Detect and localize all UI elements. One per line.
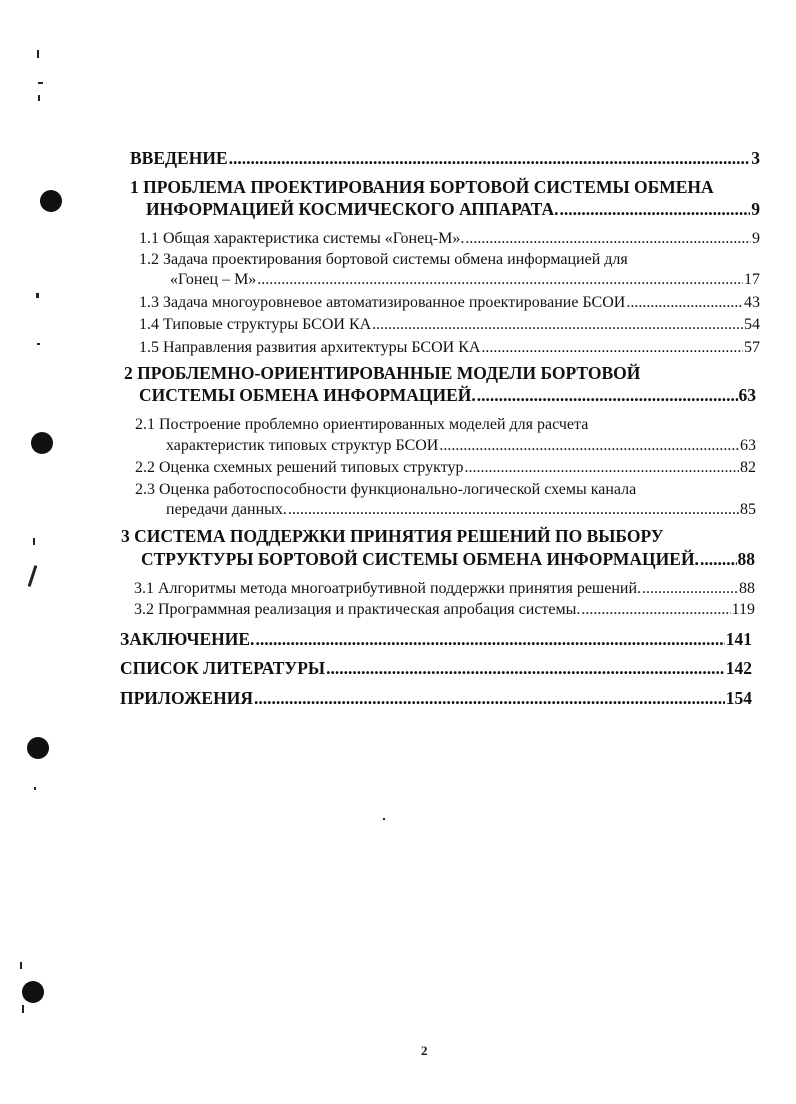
toc-entry-title: 3.1 Алгоритмы метода многоатрибутивной поддержки принятия решений. (134, 580, 642, 597)
dot-leader (465, 460, 740, 476)
scan-speck (20, 962, 22, 969)
toc-section-2-3-title: 2.3 Оценка работоспособности функционально-логической схемы канала (135, 481, 637, 498)
scan-speck (33, 538, 35, 545)
toc-section-1-2-title: 1.2 Задача проектирования бортовой системы обмена информацией для (139, 251, 628, 268)
toc-entry-title: 1.4 Типовые структуры БСОИ КА (139, 316, 372, 333)
toc-chapter-1-title: 1 ПРОБЛЕМА ПРОЕКТИРОВАНИЯ БОРТОВОЙ СИСТЕМЫ ОБМЕНА (130, 177, 714, 197)
toc-page-number: 119 (731, 601, 755, 618)
toc-page-number: 85 (740, 501, 756, 518)
toc-section-1-5 (139, 340, 760, 356)
toc-page-number: 88 (737, 549, 755, 569)
toc-page-number: 141 (725, 629, 752, 649)
toc-chapter-3 (141, 551, 755, 569)
punch-hole (40, 190, 62, 212)
toc-chapter-2-title: 2 ПРОБЛЕМНО-ОРИЕНТИРОВАННЫЕ МОДЕЛИ БОРТОВОЙ (124, 363, 641, 383)
toc-page-number: 63 (738, 385, 756, 405)
toc-entry-title: СТРУКТУРЫ БОРТОВОЙ СИСТЕМЫ ОБМЕНА ИНФОРМАЦИЕЙ. (141, 549, 699, 569)
toc-page-number: 154 (725, 688, 752, 708)
toc-entry-title: 2.2 Оценка схемных решений типовых структур (135, 459, 464, 476)
dot-leader (372, 317, 743, 333)
dot-leader (439, 438, 739, 454)
toc-page-number: 63 (740, 437, 756, 454)
toc-section-1-3 (139, 295, 760, 311)
toc-page-number: 43 (744, 294, 760, 311)
toc-entry-references (120, 660, 752, 678)
toc-page-number: 17 (744, 271, 760, 288)
toc-entry-appendices (120, 690, 752, 708)
scan-speck (38, 82, 43, 84)
toc-entry-intro (130, 150, 760, 168)
dot-leader (465, 231, 751, 247)
page-number: 2 (421, 1043, 428, 1058)
dot-leader (481, 340, 743, 356)
toc-section-2-1-title: 2.1 Построение проблемно ориентированных моделей для расчета (135, 416, 589, 433)
dot-leader (626, 295, 743, 311)
toc-page-number: 9 (752, 230, 760, 247)
toc-entry-title: СИСТЕМЫ ОБМЕНА ИНФОРМАЦИЕЙ. (139, 385, 476, 405)
toc-entry-conclusion (120, 631, 752, 649)
toc-section-2-3 (166, 502, 756, 518)
scan-speck (28, 565, 38, 587)
dot-leader (559, 201, 750, 219)
toc-section-2-1 (166, 438, 756, 454)
dot-leader (229, 150, 751, 168)
toc-page-number: 82 (740, 459, 756, 476)
toc-entry-title: 1.5 Направления развития архитектуры БСОИ КА (139, 339, 481, 356)
dot-leader (288, 502, 739, 518)
toc-section-2-2 (135, 460, 756, 476)
toc-page-number: 142 (725, 658, 752, 678)
dot-leader (257, 272, 743, 288)
toc-page-number: 9 (751, 199, 760, 219)
toc-entry-title: 1.3 Задача многоуровневое автоматизированное проектирование БСОИ (139, 294, 626, 311)
scan-speck (38, 95, 40, 101)
scan-speck (22, 1005, 24, 1013)
scan-speck (34, 787, 36, 790)
dot-leader (254, 690, 725, 708)
dot-leader (326, 660, 725, 678)
toc-page-number: 88 (739, 580, 755, 597)
toc-chapter-3-title: 3 СИСТЕМА ПОДДЕРЖКИ ПРИНЯТИЯ РЕШЕНИЙ ПО ВЫБОРУ (121, 526, 664, 546)
toc-entry-title: 1.1 Общая характеристика системы «Гонец-М». (139, 230, 465, 247)
toc-section-1-2 (170, 272, 760, 288)
dot-leader (477, 387, 738, 405)
toc-entry-title: передачи данных. (166, 501, 287, 518)
toc-entry-title: «Гонец – М» (170, 271, 257, 288)
toc-chapter-2 (139, 387, 756, 405)
toc-entry-title: ПРИЛОЖЕНИЯ (120, 688, 253, 708)
scan-speck (383, 818, 385, 820)
toc-page-number: 57 (744, 339, 760, 356)
toc-entry-title: характеристик типовых структур БСОИ (166, 437, 439, 454)
scan-speck (36, 293, 39, 298)
toc-entry-title: СПИСОК ЛИТЕРАТУРЫ (120, 658, 326, 678)
punch-hole (27, 737, 49, 759)
toc-entry-title: 3.2 Программная реализация и практическая апробация системы. (134, 601, 581, 618)
punch-hole (22, 981, 44, 1003)
toc-section-1-1 (139, 231, 760, 247)
toc-page-number: 54 (744, 316, 760, 333)
dot-leader (700, 551, 737, 569)
toc-entry-title: ИНФОРМАЦИЕЙ КОСМИЧЕСКОГО АППАРАТА. (146, 199, 559, 219)
punch-hole (31, 432, 53, 454)
scan-speck (37, 50, 39, 58)
dot-leader (642, 581, 738, 597)
toc-chapter-1 (146, 201, 760, 219)
toc-entry-title: ЗАКЛЮЧЕНИЕ. (120, 629, 255, 649)
dot-leader (581, 602, 730, 618)
scan-speck (37, 343, 40, 345)
toc-section-3-2 (134, 602, 755, 618)
dot-leader (255, 631, 724, 649)
toc-section-1-4 (139, 317, 760, 333)
toc-entry-title: ВВЕДЕНИЕ (130, 148, 228, 168)
toc-section-3-1 (134, 581, 755, 597)
toc-page-number: 3 (751, 148, 760, 168)
